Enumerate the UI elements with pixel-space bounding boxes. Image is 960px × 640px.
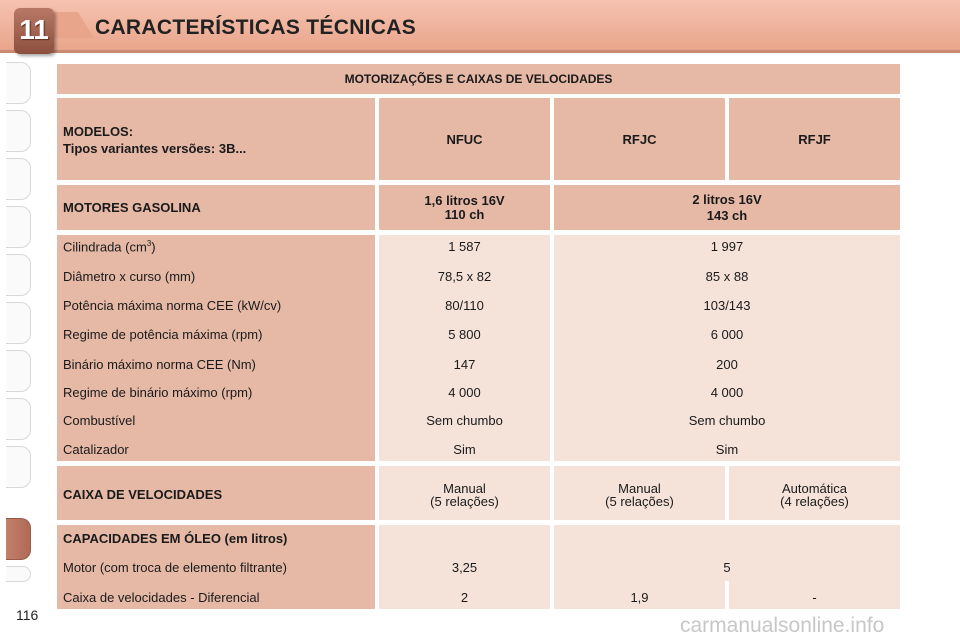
edge-tab[interactable]: [6, 446, 31, 488]
section-title-row: [57, 64, 900, 94]
gearbox-cell: [554, 466, 725, 520]
spec-label-max-power-rpm: Regime de potência máxima (rpm): [63, 327, 263, 342]
spec-value: 200: [716, 357, 738, 372]
specs-engine-2-column: [554, 235, 900, 461]
oil-engine-1-cell: [379, 525, 550, 609]
gearbox-label-cell: [57, 466, 375, 520]
model-code-rfjf: RFJF: [798, 132, 831, 147]
gearbox-cell: [729, 466, 900, 520]
oil-engine-label: Motor (com troca de elemento filtrante): [63, 560, 287, 575]
watermark: carmanualsonline.info: [680, 614, 885, 637]
page-number: 116: [16, 607, 39, 623]
gearbox-cell: [379, 466, 550, 520]
spec-value: 78,5 x 82: [437, 269, 492, 284]
chapter-number: 11: [19, 14, 49, 45]
specs-label-column: [57, 235, 375, 461]
oil-engine-2-cell: [554, 525, 900, 581]
chapter-tab-shape: [54, 12, 94, 38]
chapter-badge: [14, 8, 54, 54]
spec-value: 80/110: [445, 298, 484, 313]
engine-2-cell: [554, 185, 900, 230]
model-code-cell: [379, 98, 550, 180]
spec-value: 147: [453, 357, 476, 372]
edge-tab[interactable]: [6, 158, 31, 200]
oil-gearbox-value: 1,9: [630, 590, 649, 605]
gearbox-ratios: (5 relações): [430, 494, 499, 509]
model-code-nfuc: NFUC: [446, 132, 483, 147]
models-label: MODELOS:: [63, 124, 134, 139]
models-label-cell: [57, 98, 375, 180]
spec-label-displacement: Cilindrada $(cm^3)$: [63, 239, 156, 255]
oil-capacities-label: CAPACIDADES EM ÓLEO (em litros): [63, 531, 288, 546]
engine-2-power: 143 ch: [706, 208, 748, 223]
model-code-cell: [729, 98, 900, 180]
spec-value: 5 800: [448, 327, 481, 342]
edge-tab[interactable]: [6, 566, 31, 582]
oil-engine-value: 3,25: [451, 560, 478, 575]
oil-gearbox-value: -: [812, 590, 817, 605]
edge-tab[interactable]: [6, 110, 31, 152]
spec-label-bore-stroke: Diâmetro x curso (mm): [63, 269, 196, 284]
spec-value: 6 000: [710, 327, 744, 342]
edge-tab[interactable]: [6, 206, 31, 248]
gearbox-type: Automática: [781, 481, 848, 496]
spec-value: 4 000: [448, 385, 481, 400]
spec-value: Sim: [715, 442, 739, 457]
spec-value: Sem chumbo: [426, 413, 503, 428]
engine-1-power: 110 ch: [444, 207, 485, 222]
spec-label-fuel: Combustível: [63, 413, 136, 428]
gearbox-label: CAIXA DE VELOCIDADES: [63, 487, 223, 502]
gearbox-ratios: (5 relações): [605, 494, 674, 509]
edge-tab[interactable]: [6, 254, 31, 296]
oil-gearbox-label: Caixa de velocidades - Diferencial: [63, 590, 260, 605]
spec-label-max-power: Potência máxima norma CEE (kW/cv): [63, 298, 282, 313]
edge-tab[interactable]: [6, 350, 31, 392]
spec-label-max-torque: Binário máximo norma CEE (Nm): [63, 357, 256, 372]
oil-gearbox-cell: [554, 581, 725, 609]
chapter-title: CARACTERÍSTICAS TÉCNICAS: [95, 16, 417, 39]
engine-1-displacement: 1,6 litros 16V: [424, 193, 505, 208]
oil-label-cell: [57, 525, 375, 609]
edge-tab[interactable]: [6, 62, 31, 104]
spec-value: 103/143: [703, 298, 751, 313]
gearbox-ratios: (4 relações): [780, 494, 849, 509]
oil-engine-value: 5: [723, 560, 731, 575]
oil-gearbox-value: 2: [460, 590, 469, 605]
model-code-cell: [554, 98, 725, 180]
spec-value: Sem chumbo: [688, 413, 766, 428]
edge-tab[interactable]: [6, 302, 31, 344]
spec-label-catalyst: Catalizador: [63, 442, 129, 457]
edge-tab[interactable]: [6, 398, 31, 440]
model-code-rfjc: RFJC: [622, 132, 657, 147]
page-header: [0, 0, 960, 53]
engines-label-cell: [57, 185, 375, 230]
spec-label-max-torque-rpm: Regime de binário máximo (rpm): [63, 385, 253, 400]
variants-label: Tipos variantes versões: 3B...: [63, 141, 247, 156]
spec-value: 1 587: [448, 239, 481, 254]
specs-engine-1-column: [379, 235, 550, 461]
gearbox-type: Manual: [443, 481, 486, 496]
oil-gearbox-cell: [729, 581, 900, 609]
spec-value: 85 x 88: [705, 269, 749, 284]
gearbox-type: Manual: [618, 481, 661, 496]
edge-tab-active[interactable]: [6, 518, 31, 560]
spec-value: 1 997: [710, 239, 744, 254]
section-title: MOTORIZAÇÕES E CAIXAS DE VELOCIDADES: [344, 72, 613, 86]
spec-value: Sim: [453, 442, 476, 457]
engine-2-displacement: 2 litros 16V: [692, 192, 762, 207]
engine-1-cell: [379, 185, 550, 230]
spec-value: 4 000: [710, 385, 744, 400]
chapter-edge-tabs: [0, 62, 34, 582]
engines-label: MOTORES GASOLINA: [63, 200, 201, 215]
